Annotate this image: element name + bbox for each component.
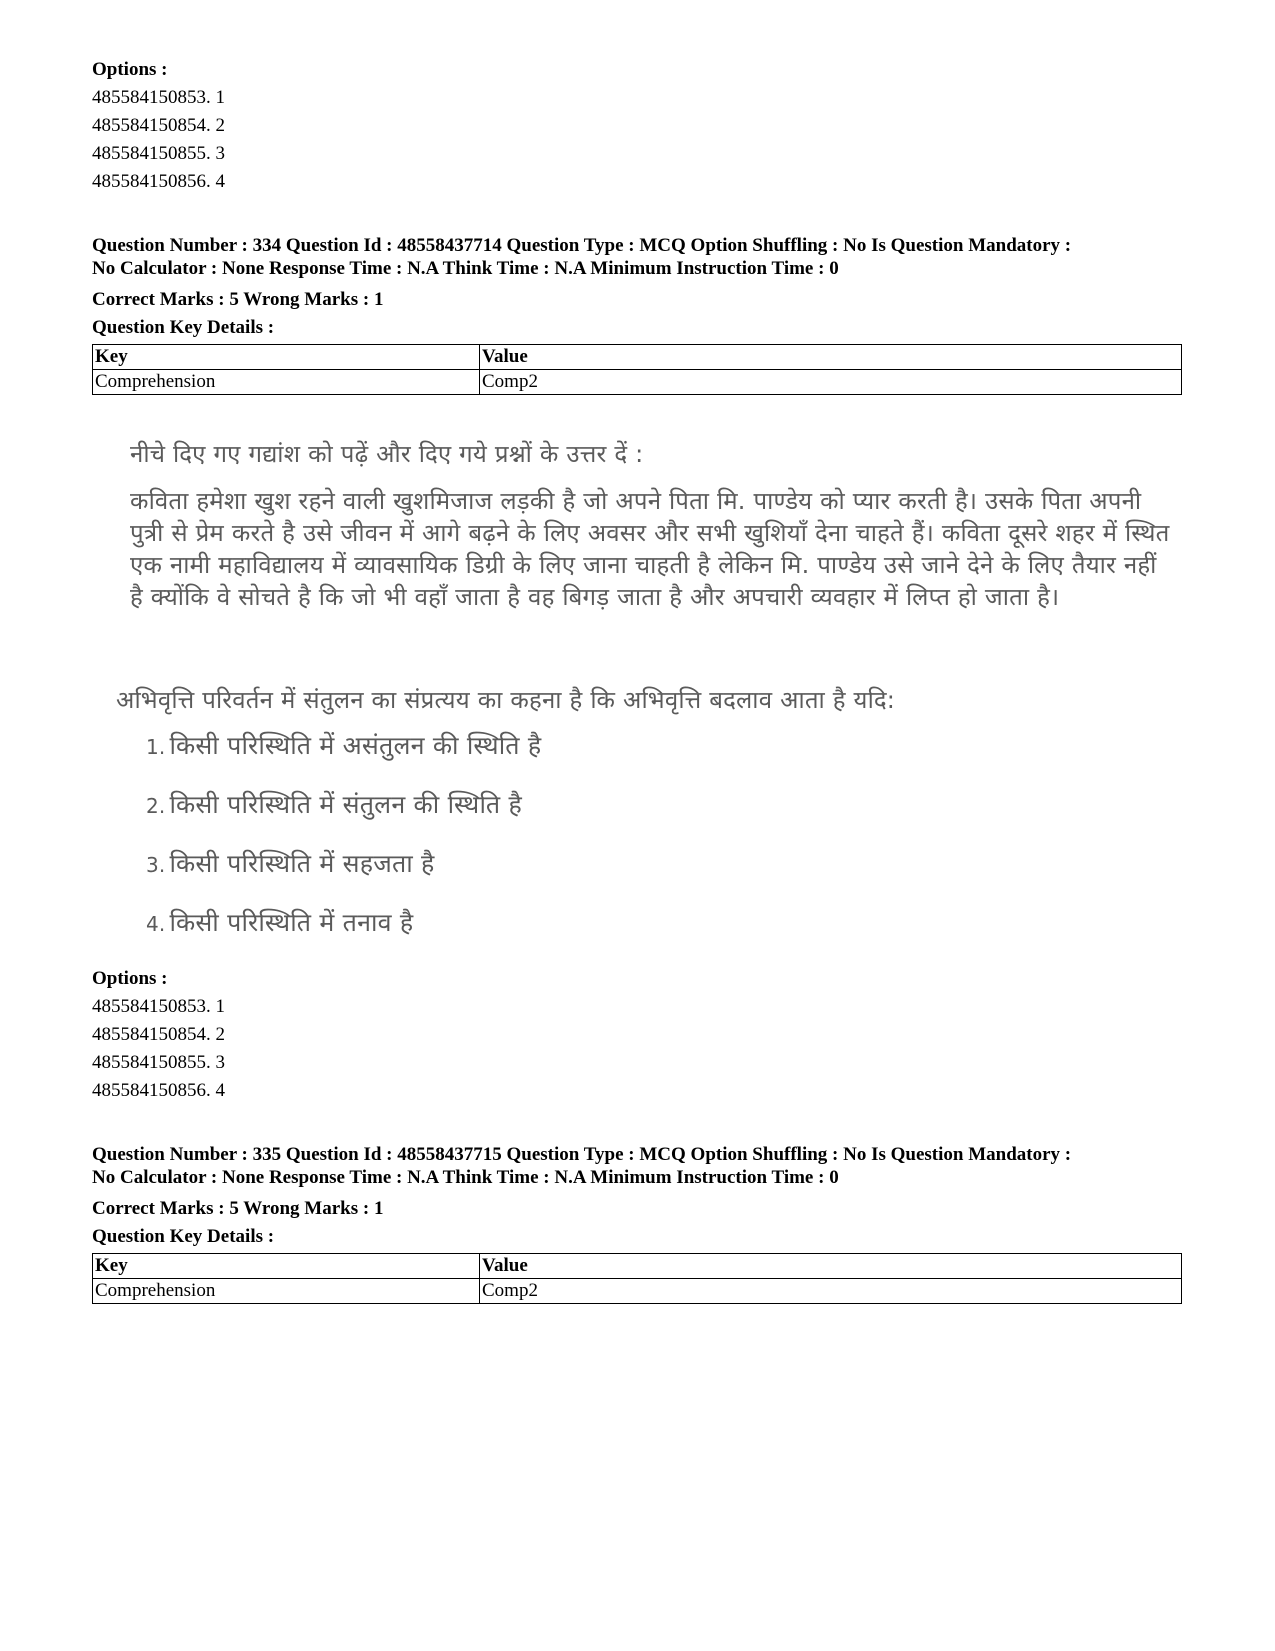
choice-text: किसी परिस्थिति में संतुलन की स्थिति है [169, 790, 522, 819]
question-options [92, 965, 1182, 1105]
question-marks: Correct Marks : 5 Wrong Marks : 1 [92, 289, 384, 310]
question-header-line-1: Question Number : 335 Question Id : 48558437715 Question Type : MCQ Option Shuffling : No Is Question Mandatory : [92, 1144, 1072, 1165]
document-page [92, 56, 1182, 1304]
choice-text: किसी परिस्थिति में तनाव है [169, 908, 414, 937]
passage-text [130, 485, 1170, 613]
choice-item [146, 729, 1182, 764]
choice-text: किसी परिस्थिति में सहजता है [169, 849, 435, 878]
choice-number: 3. [146, 853, 166, 877]
question-choices [146, 729, 1182, 941]
key-table-row [93, 1279, 1182, 1304]
passage-line: पुत्री से प्रेम करते है उसे जीवन में आगे बढ़ने के लिए अवसर और सभी खुशियाँ देना चाहते हैं। कविता दूसरे शहर में स्थित [130, 519, 1170, 547]
value-cell: Comp2 [480, 1279, 1182, 1304]
choice-item [146, 847, 1182, 882]
value-column-header: Value [480, 1254, 1182, 1279]
question-key-table [92, 344, 1182, 395]
options-label: Options : [92, 59, 168, 80]
passage-line: एक नामी महाविद्यालय में व्यावसायिक डिग्री के लिए जाना चाहती है लेकिन मि. पाण्डेय उसे जाने देने के लिए तैयार नहीं [130, 551, 1157, 579]
previous-question-options [92, 56, 1182, 196]
question-text-image [92, 683, 1182, 941]
key-table-row [93, 370, 1182, 395]
choice-item [146, 788, 1182, 823]
passage-instruction: नीचे दिए गए गद्यांश को पढ़ें और दिए गये प्रश्नों के उत्तर दें : [130, 440, 644, 468]
question-marks: Correct Marks : 5 Wrong Marks : 1 [92, 1198, 384, 1219]
question-header [92, 1143, 1182, 1189]
option-item: 485584150856. 4 [92, 171, 225, 192]
key-table-header-row [93, 345, 1182, 370]
key-column-header: Key [93, 1254, 480, 1279]
question-header-line-1: Question Number : 334 Question Id : 48558437714 Question Type : MCQ Option Shuffling : No Is Question Mandatory : [92, 235, 1072, 256]
key-cell: Comprehension [93, 370, 480, 395]
option-item: 485584150855. 3 [92, 143, 225, 164]
question-header-line-2: No Calculator : None Response Time : N.A Think Time : N.A Minimum Instruction Time : 0 [92, 258, 839, 279]
comprehension-passage-image [92, 437, 1182, 613]
question-key-details-label: Question Key Details : [92, 1226, 275, 1247]
question-334 [92, 234, 1182, 1105]
question-key-details-label: Question Key Details : [92, 317, 275, 338]
passage-line: है क्योंकि वे सोचते है कि जो भी वहाँ जाता है वह बिगड़ जाता है और अपचारी व्यवहार में लिप्त हो जाता है। [130, 583, 1060, 611]
options-label: Options : [92, 968, 168, 989]
option-item: 485584150855. 3 [92, 1052, 225, 1073]
option-item: 485584150856. 4 [92, 1080, 225, 1101]
choice-number: 2. [146, 794, 166, 818]
question-header [92, 234, 1182, 280]
question-header-line-2: No Calculator : None Response Time : N.A Think Time : N.A Minimum Instruction Time : 0 [92, 1167, 839, 1188]
passage-line: कविता हमेशा खुश रहने वाली खुशमिजाज लड़की है जो अपने पिता मि. पाण्डेय को प्यार करती है। उसके पिता अपनी [130, 487, 1142, 515]
key-column-header: Key [93, 345, 480, 370]
option-item: 485584150854. 2 [92, 115, 225, 136]
option-item: 485584150853. 1 [92, 87, 225, 108]
question-335 [92, 1143, 1182, 1304]
key-cell: Comprehension [93, 1279, 480, 1304]
choice-number: 1. [146, 735, 166, 759]
option-item: 485584150853. 1 [92, 996, 225, 1017]
question-stem: अभिवृत्ति परिवर्तन में संतुलन का संप्रत्यय का कहना है कि अभिवृत्ति बदलाव आता है यदि: [116, 686, 896, 714]
choice-item [146, 906, 1182, 941]
choice-number: 4. [146, 912, 166, 936]
value-cell: Comp2 [480, 370, 1182, 395]
question-key-table [92, 1253, 1182, 1304]
option-item: 485584150854. 2 [92, 1024, 225, 1045]
value-column-header: Value [480, 345, 1182, 370]
choice-text: किसी परिस्थिति में असंतुलन की स्थिति है [169, 731, 542, 760]
key-table-header-row [93, 1254, 1182, 1279]
